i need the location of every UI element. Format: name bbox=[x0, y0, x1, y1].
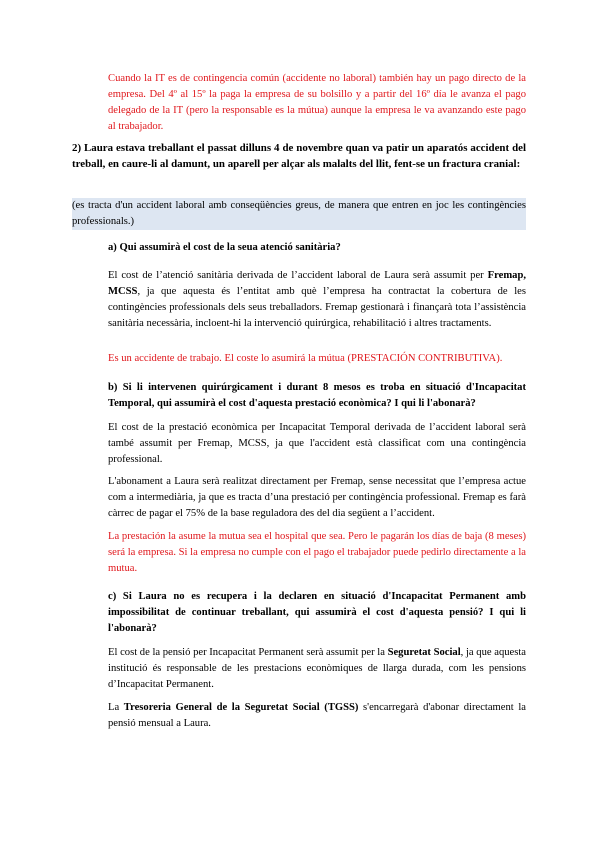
question-b-red-note: La prestación la asume la mutua sea el hospital que sea. Pero le pagarán los días de baja (8 meses) será la empresa. Si la empresa no cumple con el pago el trabajador puede pedirlo directamente a la mutua. bbox=[108, 531, 526, 574]
question-c-answer-1-post: , ja que aquesta institució és responsable de les prestacions econòmiques de llarga durada, com les pensions d’Incapacitat Permanent. bbox=[108, 647, 527, 690]
question-c-answer-1 bbox=[108, 645, 526, 693]
question-c-answer-2-entity: Tresoreria General de la Seguretat Social (TGSS) bbox=[123, 702, 359, 713]
question-c-answer-2 bbox=[108, 700, 526, 732]
question-a-answer-entity: Fremap, MCSS bbox=[108, 270, 526, 297]
intro-red-paragraph: Cuando la IT es de contingencia común (accidente no laboral) también hay un pago directo de la empresa. Del 4º al 15º la paga la empresa de su bolsillo y a partir del 16º día le avanza el pago delegado de la IT (pero la responsable es la mútua) aunque la empresa le va avanzando este pago al trabajador. bbox=[108, 73, 526, 132]
question-b-heading: b) Si li intervenen quirúrgicament i durant 8 mesos es troba en situació d'Incapacitat Temporal, qui assumirà el cost d'aquesta prestació econòmica? I qui li l'abonarà? bbox=[108, 382, 526, 409]
question-2-note-text: (es tracta d'un accident laboral amb conseqüències greus, de manera que entren en joc les contingències professionals.) bbox=[72, 200, 526, 227]
question-c-answer-2-pre: La bbox=[108, 702, 124, 713]
question-2-heading: 2) Laura estava treballant el passat dilluns 4 de novembre quan va patir un aparatós accident del treball, en caure-li al damunt, un aparell per alçar als malalts del llit, fent-se un fractura cranial: bbox=[72, 142, 526, 170]
question-c-heading: c) Si Laura no es recupera i la declaren en situació d'Incapacitat Permanent amb impossibilitat de continuar treballant, qui assumirà el cost d'aquesta pensió? I qui li l'abonarà? bbox=[108, 591, 526, 634]
question-a-answer-post: , ja que aquesta és l’entitat amb què l’empresa ha contractat la cobertura de les contingències professionals dels seus treballadors. Fremap gestionarà i finançarà tota l’assistència sanitària necessària, incloent-hi la intervenció quirúrgica, rehabilitació i altres tractaments. bbox=[108, 286, 526, 329]
question-c-answer-1-pre: El cost de la pensió per Incapacitat Permanent serà assumit per la bbox=[108, 647, 388, 658]
question-a-answer-pre: El cost de l’atenció sanitària derivada de l’accident laboral de Laura serà assumit per bbox=[108, 270, 488, 281]
question-a-answer bbox=[108, 268, 526, 332]
question-a-red-note: Es un accidente de trabajo. El coste lo asumirá la mútua (PRESTACIÓN CONTRIBUTIVA). bbox=[108, 353, 503, 364]
question-a-heading: a) Qui assumirà el cost de la seua atenció sanitària? bbox=[108, 242, 341, 253]
question-c-answer-1-entity: Seguretat Social bbox=[387, 647, 461, 658]
question-2-note bbox=[72, 198, 526, 230]
question-c-answer-2-post: s'encarregarà d'abonar directament la pensió mensual a Laura. bbox=[108, 702, 526, 729]
question-b-answer-1: El cost de la prestació econòmica per Incapacitat Temporal derivada de l’accident laboral serà també assumit per Fremap, MCSS, ja que l'accident està classificat com una contingència professional. bbox=[108, 422, 526, 465]
question-b-answer-2: L'abonament a Laura serà realitzat directament per Fremap, sense necessitat que l’empresa actue com a intermediària, ja que es tracta d’una prestació per contingència professional. Fremap es farà càrrec de pagar el 75% de la base reguladora des del dia següent a l’accident. bbox=[108, 476, 526, 519]
